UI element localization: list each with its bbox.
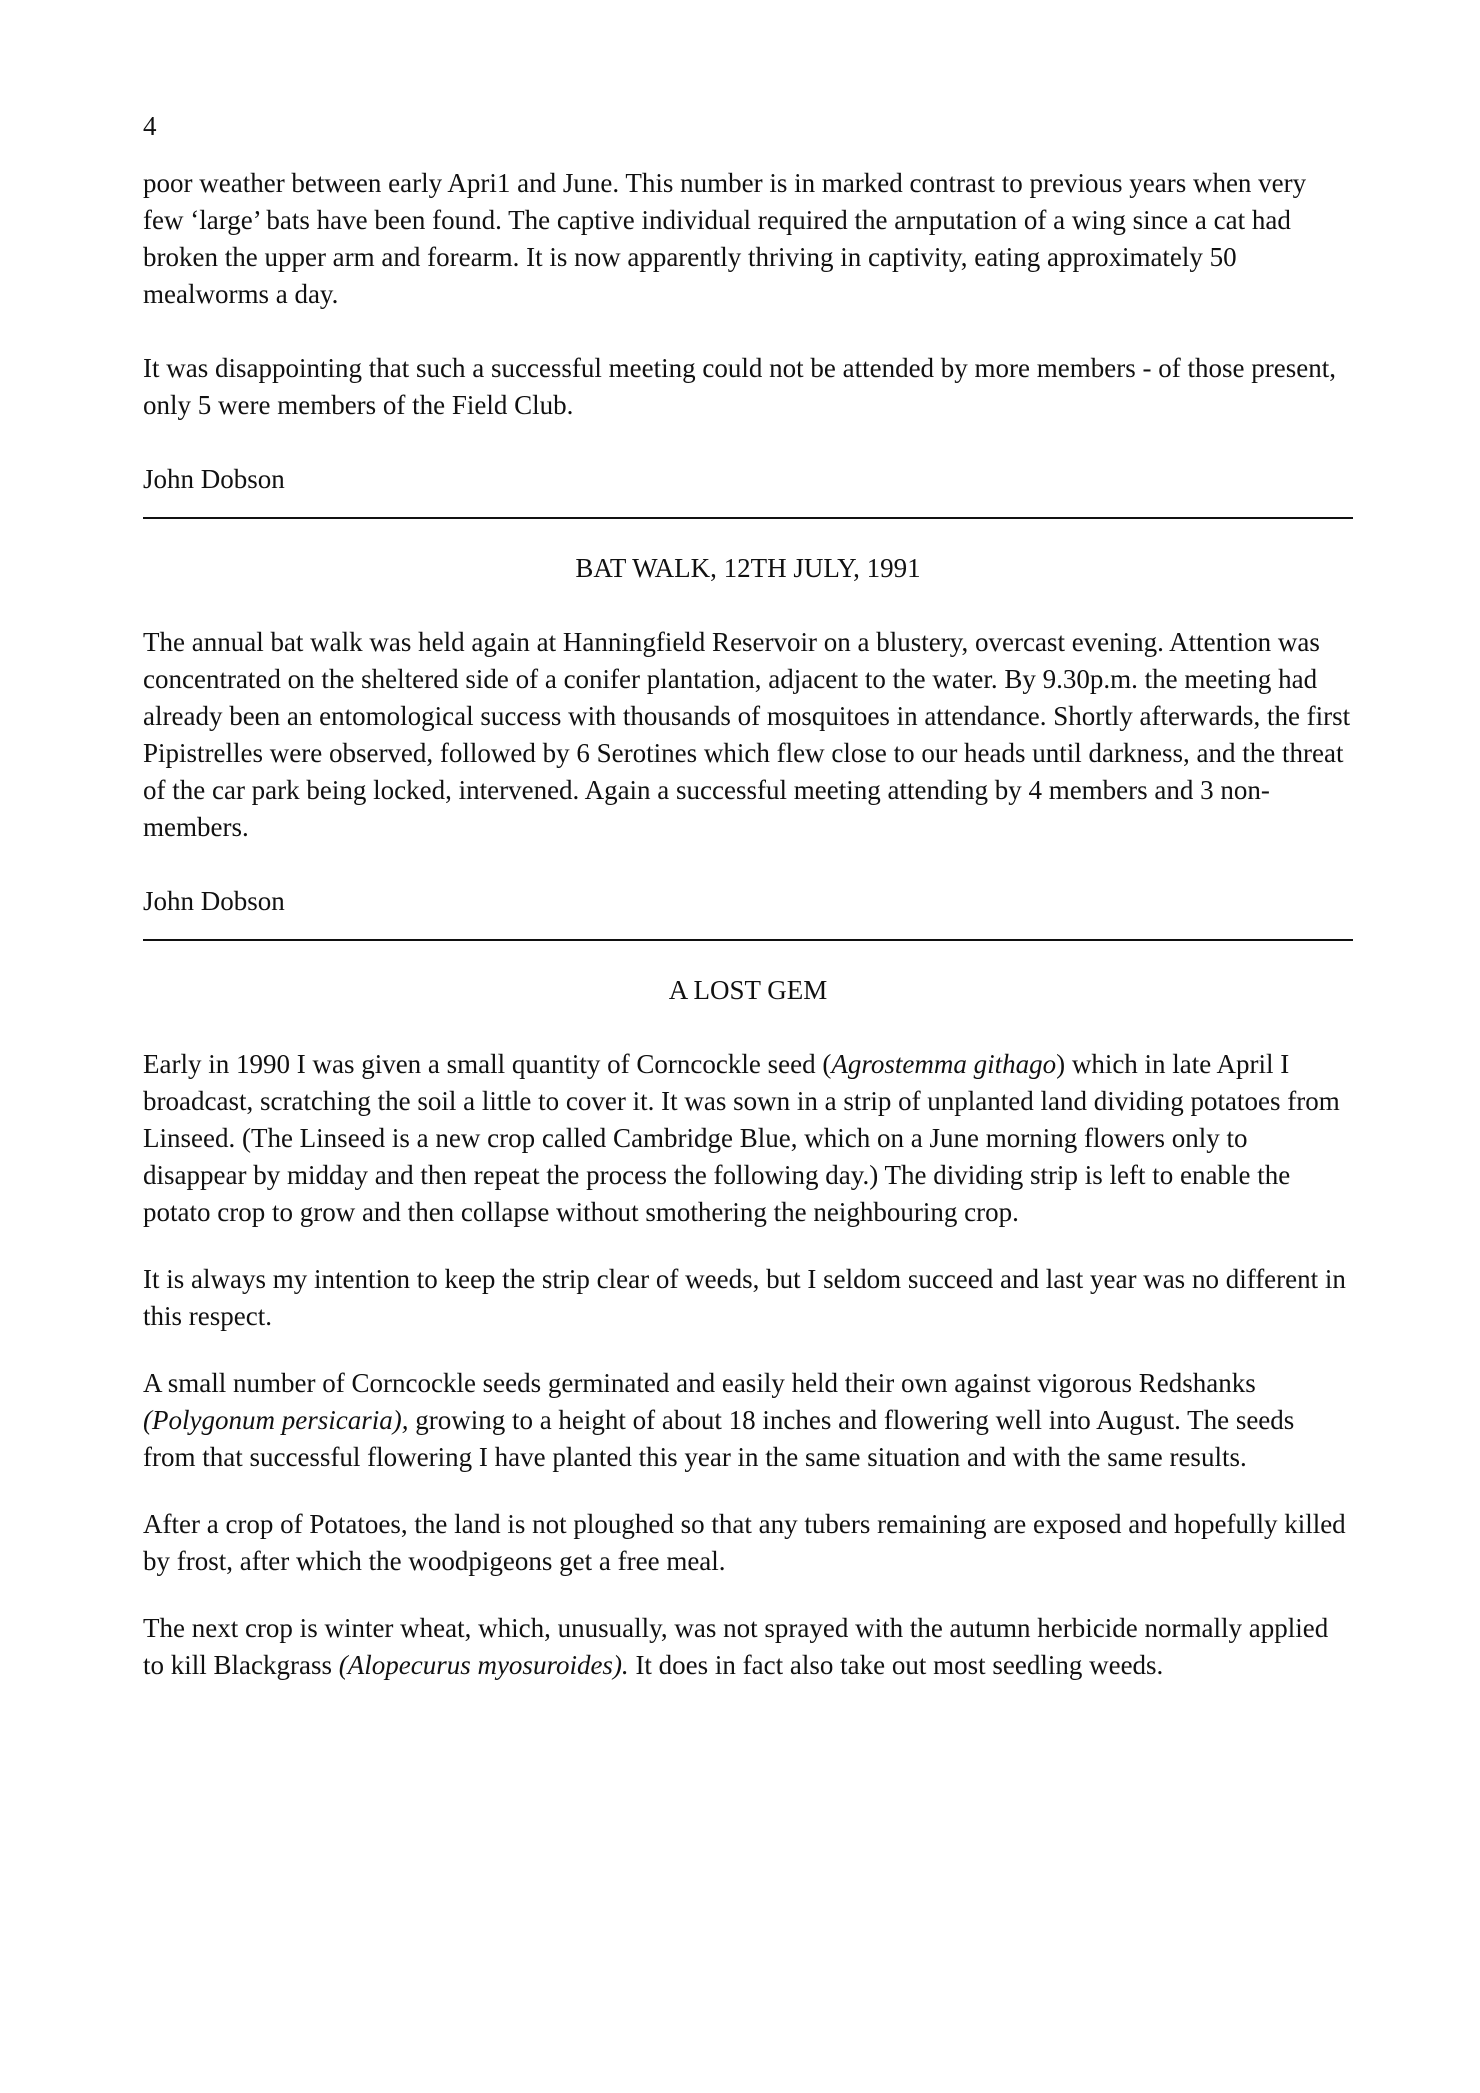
document-page (143, 108, 1353, 1714)
text-run: A small number of Corncockle seeds germinated and easily held their own against vigorous Redshanks (143, 1368, 1256, 1398)
paragraph: It was disappointing that such a successful meeting could not be attended by more members - of those present, only 5 were members of the Field Club. (143, 353, 1336, 420)
species-name: (Alopecurus myosuroides). (338, 1650, 629, 1680)
section-divider (143, 517, 1353, 519)
text-run: The next crop is winter wheat, which, unusually, was not sprayed with the autumn herbicide normally applied to kill Blackgrass (143, 1613, 1329, 1680)
paragraph (143, 1365, 1353, 1476)
page-number: 4 (143, 111, 157, 141)
paragraph: After a crop of Potatoes, the land is not ploughed so that any tubers remaining are exposed and hopefully killed by frost, after which the woodpigeons get a free meal. (143, 1509, 1346, 1576)
bat-report-continued (143, 165, 1353, 498)
text-run: Early in 1990 I was given a small quantity of Corncockle seed ( (143, 1049, 832, 1079)
author-signature: John Dobson (143, 464, 285, 494)
lost-gem-article (143, 972, 1353, 1684)
article-title: BAT WALK, 12TH JULY, 1991 (575, 553, 921, 583)
text-run: It does in fact also take out most seedling weeds. (628, 1650, 1164, 1680)
paragraph (143, 1610, 1353, 1684)
species-name: Agrostemma githago (831, 1049, 1057, 1079)
paragraph (143, 1046, 1353, 1231)
species-name: (Polygonum persicaria), (143, 1405, 409, 1435)
author-signature: John Dobson (143, 886, 285, 916)
text-run: growing to a height of about 18 inches and flowering well into August. The seeds from that successful flowering I have planted this year in the same situation and with the same results. (143, 1405, 1295, 1472)
text-run: ) which in late April I broadcast, scratching the soil a little to cover it. It was sown in a strip of unplanted land dividing potatoes from Linseed. (The Linseed is a new crop called Cambridge Blue, which on a June morning flowers only to disappear by midday and then repeat the process the following day.) The dividing strip is left to enable the potato crop to grow and then collapse without smothering the neighbouring crop. (143, 1049, 1340, 1227)
paragraph: The annual bat walk was held again at Hanningfield Reservoir on a blustery, overcast evening. Attention was concentrated on the sheltered side of a conifer plantation, adjacent to the water. By 9.30p.m. the meeting had already been an entomological success with thousands of mosquitoes in attendance. Shortly afterwards, the first Pipistrelles were observed, followed by 6 Serotines which flew close to our heads until darkness, and the threat of the car park being locked, intervened. Again a successful meeting attending by 4 members and 3 non-members. (143, 627, 1351, 842)
bat-walk-article (143, 550, 1353, 920)
section-divider (143, 939, 1353, 941)
paragraph: It is always my intention to keep the strip clear of weeds, but I seldom succeed and last year was no different in this respect. (143, 1264, 1346, 1331)
paragraph: poor weather between early Apri1 and June. This number is in marked contrast to previous years when very few ‘large’ bats have been found. The captive individual required the arnputation of a wing since a cat had broken the upper arm and forearm. It is now apparently thriving in captivity, eating approximately 50 mealworms a day. (143, 168, 1307, 309)
article-title: A LOST GEM (668, 975, 828, 1005)
